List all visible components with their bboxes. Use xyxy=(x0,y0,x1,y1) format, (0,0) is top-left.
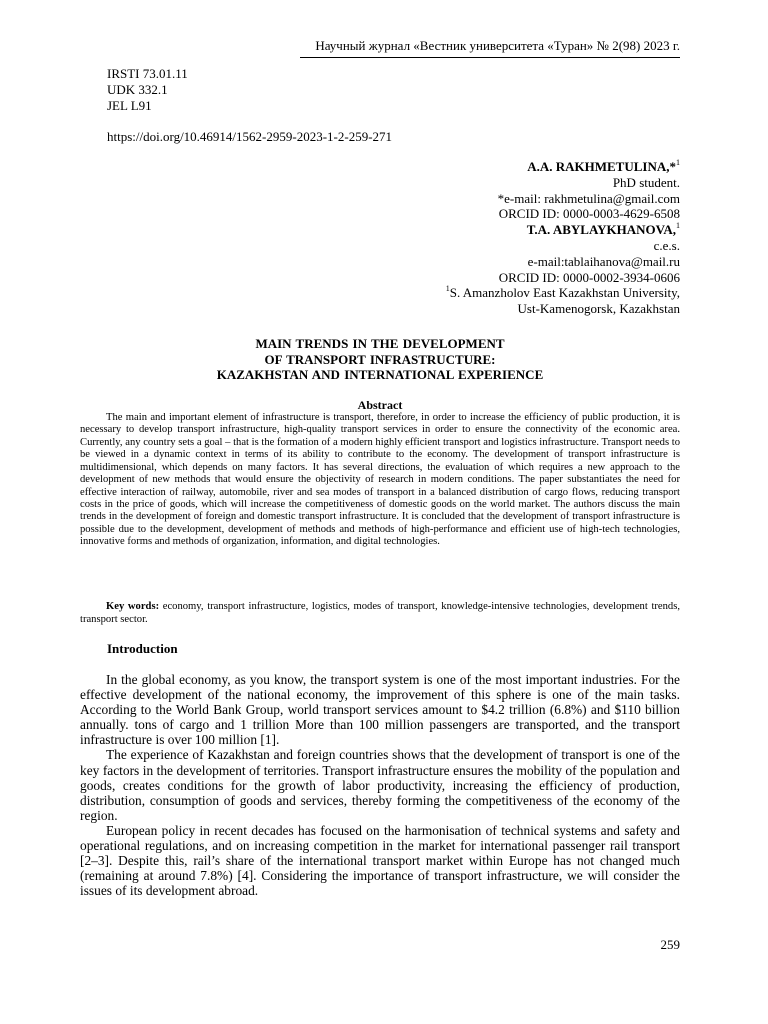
author-1-orcid: ORCID ID: 0000-0003-4629-6508 xyxy=(498,206,680,222)
irsti-code: IRSTI 73.01.11 xyxy=(107,66,188,81)
affiliation-sup: 1 xyxy=(445,284,450,294)
title-line-2: OF TRANSPORT INFRASTRUCTURE: xyxy=(264,351,496,367)
author-2-affil-sup: 1 xyxy=(676,220,680,230)
author-2-name-line xyxy=(260,222,680,238)
body-paragraph-2: The experience of Kazakhstan and foreign countries shows that the development of transport is one of the key factors in the development of territories. Transport infrastructure ensures the mobility of the population and goods, creates conditions for the growth of labor productivity, increasing the efficiency of production, distribution, consumption of goods and services, thereby forming the competitiveness of the economy of the region. xyxy=(80,747,680,823)
affiliation-line-1 xyxy=(260,285,680,301)
article-title xyxy=(80,336,680,383)
running-header: Научный журнал «Вестник университета «Туран» № 2(98) 2023 г. xyxy=(300,38,680,58)
author-2-orcid: ORCID ID: 0000-0002-3934-0606 xyxy=(498,269,680,285)
introduction-heading: Introduction xyxy=(107,641,178,656)
udk-code: UDK 332.1 xyxy=(107,82,168,97)
abstract-heading: Abstract xyxy=(357,398,403,412)
author-2-email[interactable]: e-mail:tablaihanova@mail.ru xyxy=(527,253,680,269)
title-line-3: KAZAKHSTAN AND INTERNATIONAL EXPERIENCE xyxy=(216,367,544,382)
keywords-label: Key words: xyxy=(106,601,160,612)
body-paragraph-1: In the global economy, as you know, the transport system is one of the most important industries. For the effective development of the national economy, the improvement of this sphere is one of the main tasks. According to the World Bank Group, world transport services amount to $4.2 trillion (6.8%) and $110 billion annually. tons of cargo and 1 trillion More than 100 million passengers are transported, and the transport infrastructure is over 100 million [1]. xyxy=(80,672,680,748)
body-paragraph-3: European policy in recent decades has focused on the harmonisation of technical systems and safety and operational regulations, and on increasing competition in the market for international passenger rail transport [2–3]. Despite this, rail’s share of the international transport market within Europe has not changed much (remaining at around 7.8%) [4]. Considering the importance of transport infrastructure, we will consider the issues of its development abroad. xyxy=(80,822,680,899)
author-1-position: PhD student. xyxy=(612,174,680,190)
author-block xyxy=(260,159,680,317)
author-2-position: c.e.s. xyxy=(653,237,680,253)
affiliation-line-2: Ust-Kamenogorsk, Kazakhstan xyxy=(517,301,680,317)
author-2-name: T.A. ABYLAYKHANOVA, xyxy=(526,222,676,238)
affiliation-university: S. Amanzholov East Kazakhstan University, xyxy=(449,285,680,301)
author-1-name: A.A. RAKHMETULINA,* xyxy=(527,159,676,174)
author-1-affil-sup: 1 xyxy=(676,157,680,167)
keywords-text: economy, transport infrastructure, logistics, modes of transport, knowledge-intensive technologies, development trends, transport sector. xyxy=(80,601,680,625)
jel-code: JEL L91 xyxy=(107,98,152,113)
keywords-paragraph xyxy=(80,600,680,626)
classification-codes xyxy=(107,66,188,114)
doi-link[interactable]: https://doi.org/10.46914/1562-2959-2023-1-2-259-271 xyxy=(107,129,393,144)
title-line-1: MAIN TRENDS IN THE DEVELOPMENT xyxy=(255,336,505,351)
author-1-name-line xyxy=(260,159,680,175)
introduction-body xyxy=(80,672,680,898)
page-number: 259 xyxy=(660,937,680,952)
abstract-text: The main and important element of infrastructure is transport, therefore, in order to increase the efficiency of public production, it is necessary to develop transport infrastructure, high-quality transport services in order to ensure the connectivity of the economic area. Currently, any country sets a goal – that is the formation of a modern highly efficient transport and logistics infrastructure. Transport needs to be viewed in a dynamic context in terms of its ability to contribute to the economy. The development of transport infrastructure is multidimensional, which depends on many factors. It has several directions, the evaluation of which requires a new approach to the development of new methods that would ensure the objectivity of research in modern conditions. The paper substantiates the need for effective interaction of railway, automobile, river and sea modes of transport in a balanced distribution of cargo flows, reducing transport costs in the price of goods, which will increase the competitiveness of domestic goods on the world market. The authors discuss the main trends in the development of foreign and domestic transport infrastructure. It is concluded that the development of transport infrastructure is possible due to the development, development of methods and methods of high-performance and efficient use of high-tech technologies, innovative forms and methods of organization, information, and digital technologies. xyxy=(80,412,680,548)
author-1-email[interactable]: *e-mail: rakhmetulina@gmail.com xyxy=(497,190,680,206)
